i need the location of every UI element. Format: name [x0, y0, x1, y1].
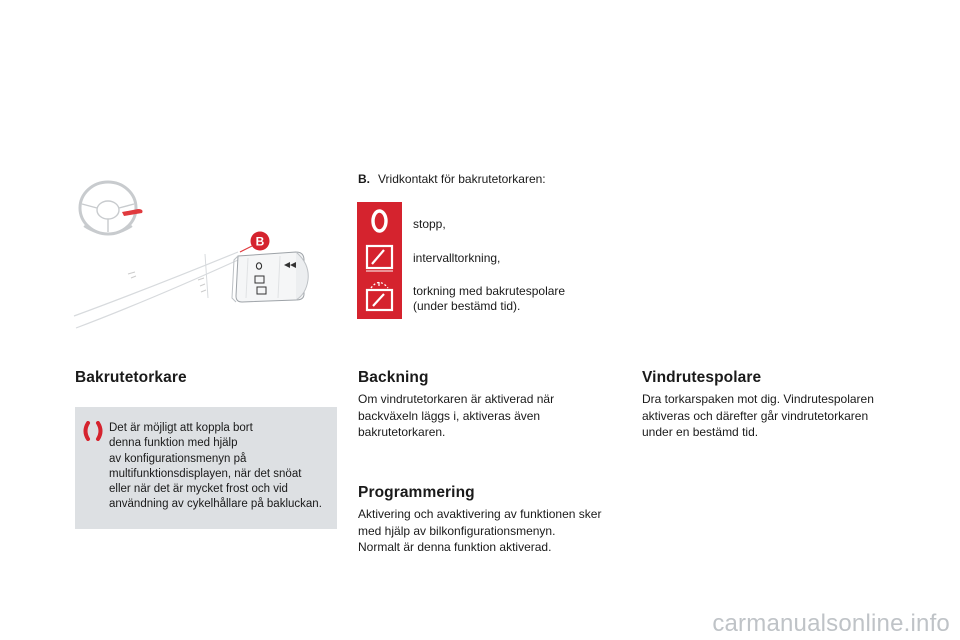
watermark: carmanualsonline.info [712, 610, 950, 637]
off-zero-icon [373, 211, 386, 231]
backning-text: Om vindrutetorkaren är aktiverad när backväxeln läggs i, aktiveras även bakrutetorkaren. [358, 392, 555, 439]
heading-programmering: Programmering [358, 484, 475, 501]
switch-position-icons [357, 202, 402, 319]
wiper-stalk-illustration [70, 168, 340, 330]
heading-bakrutetorkare: Bakrutetorkare [75, 369, 187, 386]
section-b-text: Vridkontakt för bakrutetorkaren: [378, 172, 546, 186]
option-stop: stopp, [413, 217, 446, 231]
option-intermittent: intervalltorkning, [413, 251, 501, 265]
heading-vindrutespolare: Vindrutespolare [642, 369, 762, 386]
programmering-text: Aktivering och avaktivering av funktionen sker med hjälp av bilkonfigurationsmenyn. Normalt är denna funktion aktiverad. [358, 507, 602, 554]
section-b-label: B. [358, 172, 370, 186]
wiper-washer-icon [367, 282, 392, 310]
warning-icon [82, 421, 104, 446]
option-washer: torkning med bakrutespolare (under bestämd tid). [413, 284, 566, 313]
wiper-intermittent-icon [366, 246, 393, 271]
steering-wheel-icon [80, 182, 136, 234]
vindrutespolare-text: Dra torkarspaken mot dig. Vindrutespolaren aktiveras och därefter går vindrutetorkaren under en bestämd tid. [642, 392, 874, 439]
heading-backning: Backning [358, 369, 429, 386]
svg-text:B: B [255, 234, 265, 249]
note-text: Det är möjligt att koppla bort denna funktion med hjälp av konfigurationsmenyn på multifunktionsdisplayen, när det snöat eller när det är mycket frost och vid användning av cykelhållare på bakluckan. [109, 422, 322, 511]
section-b-intro [358, 172, 546, 186]
